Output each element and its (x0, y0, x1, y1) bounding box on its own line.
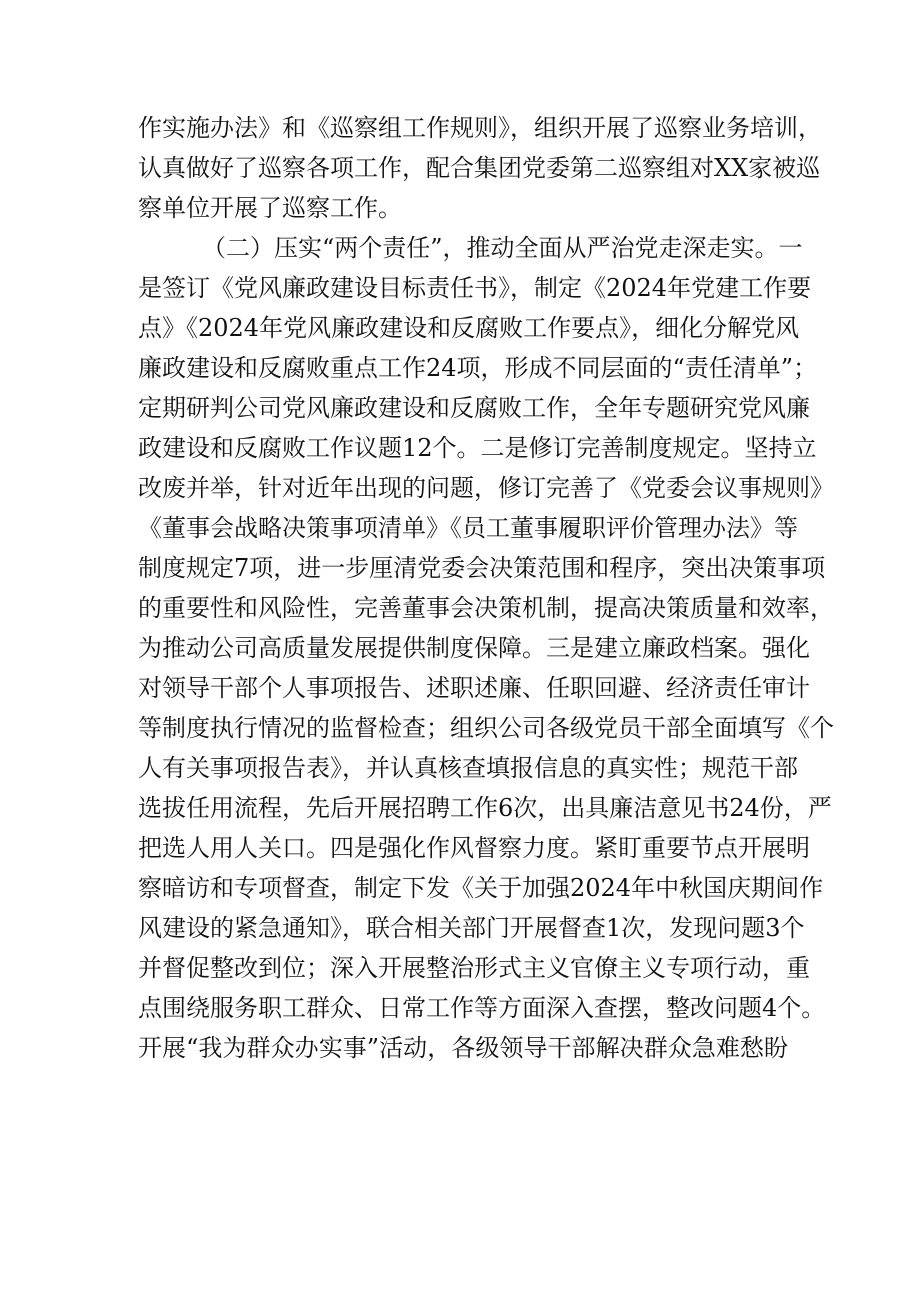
text-line-15: 对领导干部个人事项报告、述职述廉、任职回避、经济责任审计 (138, 674, 810, 702)
text-line-12: 制度规定7项，进一步厘清党委会决策范围和程序，突出决策事项 (138, 554, 826, 582)
text-line-19: 把选人用人关口。四是强化作风督察力度。紧盯重要节点开展明 (138, 834, 810, 862)
text-line-2: 认真做好了巡察各项工作，配合集团党委第二巡察组对XX家被巡 (138, 154, 821, 182)
text-line-16: 等制度执行情况的监督检查；组织公司各级党员干部全面填写《个 (138, 714, 834, 742)
text-line-18: 选拔任用流程，先后开展招聘工作6次，出具廉洁意见书24份，严 (138, 794, 832, 822)
text-line-22: 并督促整改到位；深入开展整治形式主义官僚主义专项行动，重 (138, 954, 810, 982)
text-line-9: 政建设和反腐败工作议题12个。二是修订完善制度规定。坚持立 (138, 434, 817, 462)
text-line-23: 点围绕服务职工群众、日常工作等方面深入查摆，整改问题4个。 (138, 994, 826, 1022)
text-line-7: 廉政建设和反腐败重点工作24项，形成不同层面的“责任清单”； (138, 354, 818, 382)
text-line-8: 定期研判公司党风廉政建设和反腐败工作，全年专题研究党风廉 (138, 394, 810, 422)
text-line-3: 察单位开展了巡察工作。 (138, 194, 402, 222)
text-line-1: 作实施办法》和《巡察组工作规则》，组织开展了巡察业务培训， (138, 114, 822, 142)
body-text (138, 108, 834, 1068)
text-line-6: 点》《2024年党风廉政建设和反腐败工作要点》，细化分解党风 (138, 314, 800, 342)
text-line-5: 是签订《党风廉政建设目标责任书》，制定《2024年党建工作要 (138, 274, 812, 302)
text-line-11: 《董事会战略决策事项清单》《员工董事履职评价管理办法》等 (138, 514, 798, 542)
text-line-14: 为推动公司高质量发展提供制度保障。三是建立廉政档案。强化 (138, 634, 810, 662)
text-line-17: 人有关事项报告表》，并认真核查填报信息的真实性；规范干部 (138, 754, 798, 782)
text-line-13: 的重要性和风险性，完善董事会决策机制，提高决策质量和效率， (138, 594, 834, 622)
section-heading-line: （二）压实“两个责任”，推动全面从严治党走深走实。一 (202, 234, 803, 262)
text-line-24: 开展“我为群众办实事”活动，各级领导干部解决群众急难愁盼 (138, 1034, 788, 1062)
text-line-20: 察暗访和专项督查，制定下发《关于加强2024年中秋国庆期间作 (138, 874, 824, 902)
text-line-21: 风建设的紧急通知》，联合相关部门开展督查1次，发现问题3个 (138, 914, 805, 942)
text-line-10: 改废并举，针对近年出现的问题，修订完善了《党委会议事规则》 (138, 474, 834, 502)
